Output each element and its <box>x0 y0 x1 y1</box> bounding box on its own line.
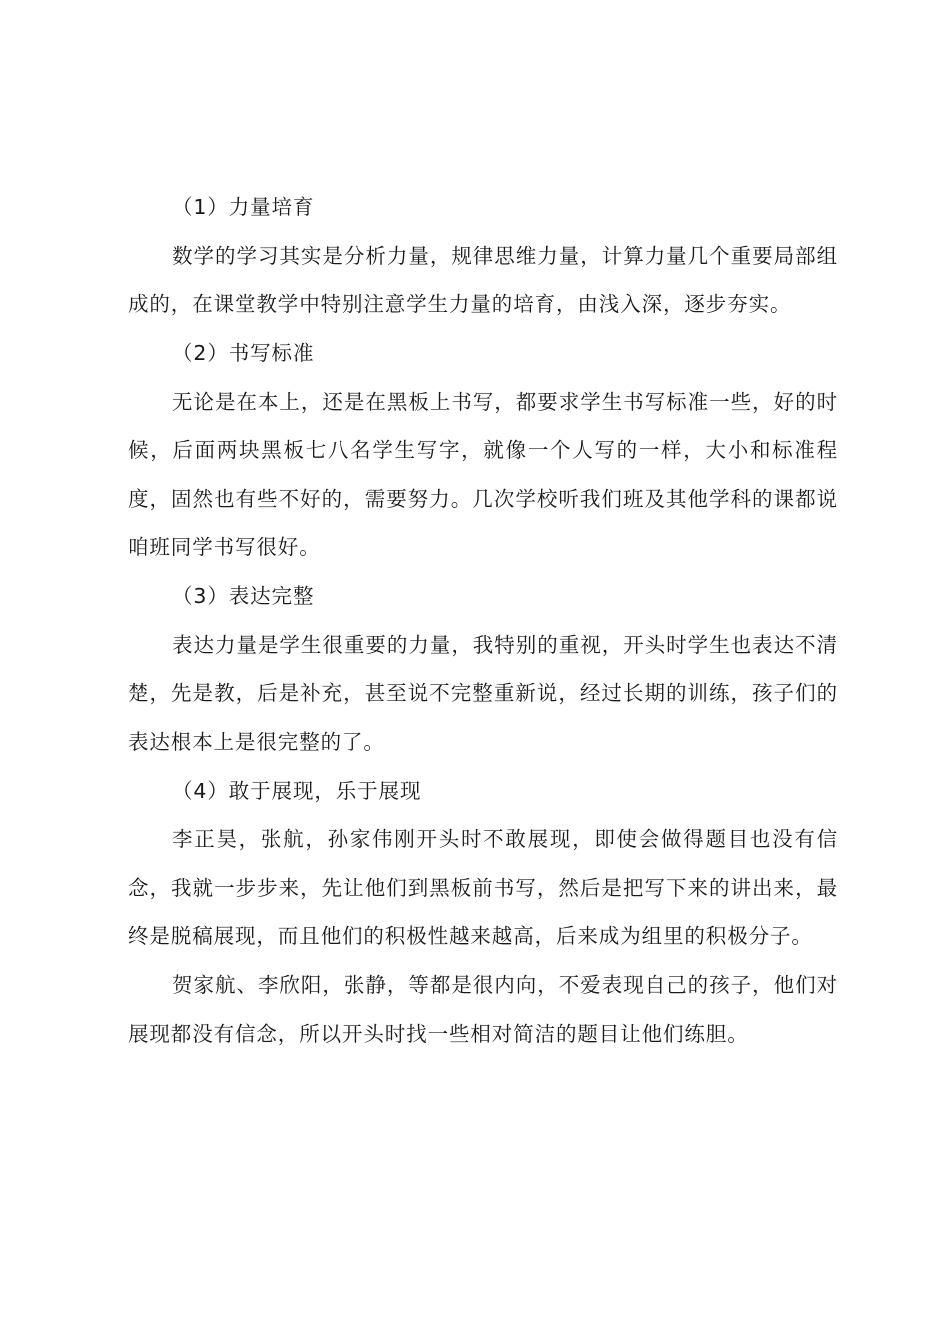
paragraph: 李正昊，张航，孙家伟刚开头时不敢展现，即使会做得题目也没有信念，我就一步步来，先让他们到黑板前书写，然后是把写下来的讲出来，最终是脱稿展现，而且他们的积极性越来越高，后来成为组里的积极分子。 <box>128 827 838 948</box>
section-heading: （4）敢于展现，乐于展现 <box>172 778 422 803</box>
section-heading: （3）表达完整 <box>172 584 315 608</box>
paragraph: 贺家航、李欣阳，张静，等都是很内向，不爱表现自己的孩子，他们对展现都没有信念，所以开头时找一些相对简洁的题目让他们练胆。 <box>128 973 838 1046</box>
paragraph: 无论是在本上，还是在黑板上书写，都要求学生书写标准一些，好的时候，后面两块黑板七八名学生写字，就像一个人写的一样，大小和标准程度，固然也有些不好的，需要努力。几次学校听我们班及其他学科的课都说咱班同学书写很好。 <box>128 389 838 559</box>
section-heading: （2）书写标准 <box>172 341 315 365</box>
paragraph: 表达力量是学生很重要的力量，我特别的重视，开头时学生也表达不清楚，先是教，后是补充，甚至说不完整重新说，经过长期的训练，孩子们的表达根本上是很完整的了。 <box>128 632 838 754</box>
document-body <box>128 183 838 1059</box>
section-heading: （1）力量培育 <box>172 195 315 219</box>
paragraph: 数学的学习其实是分析力量，规律思维力量，计算力量几个重要局部组成的，在课堂教学中特别注意学生力量的培育，由浅入深，逐步夯实。 <box>128 243 838 316</box>
